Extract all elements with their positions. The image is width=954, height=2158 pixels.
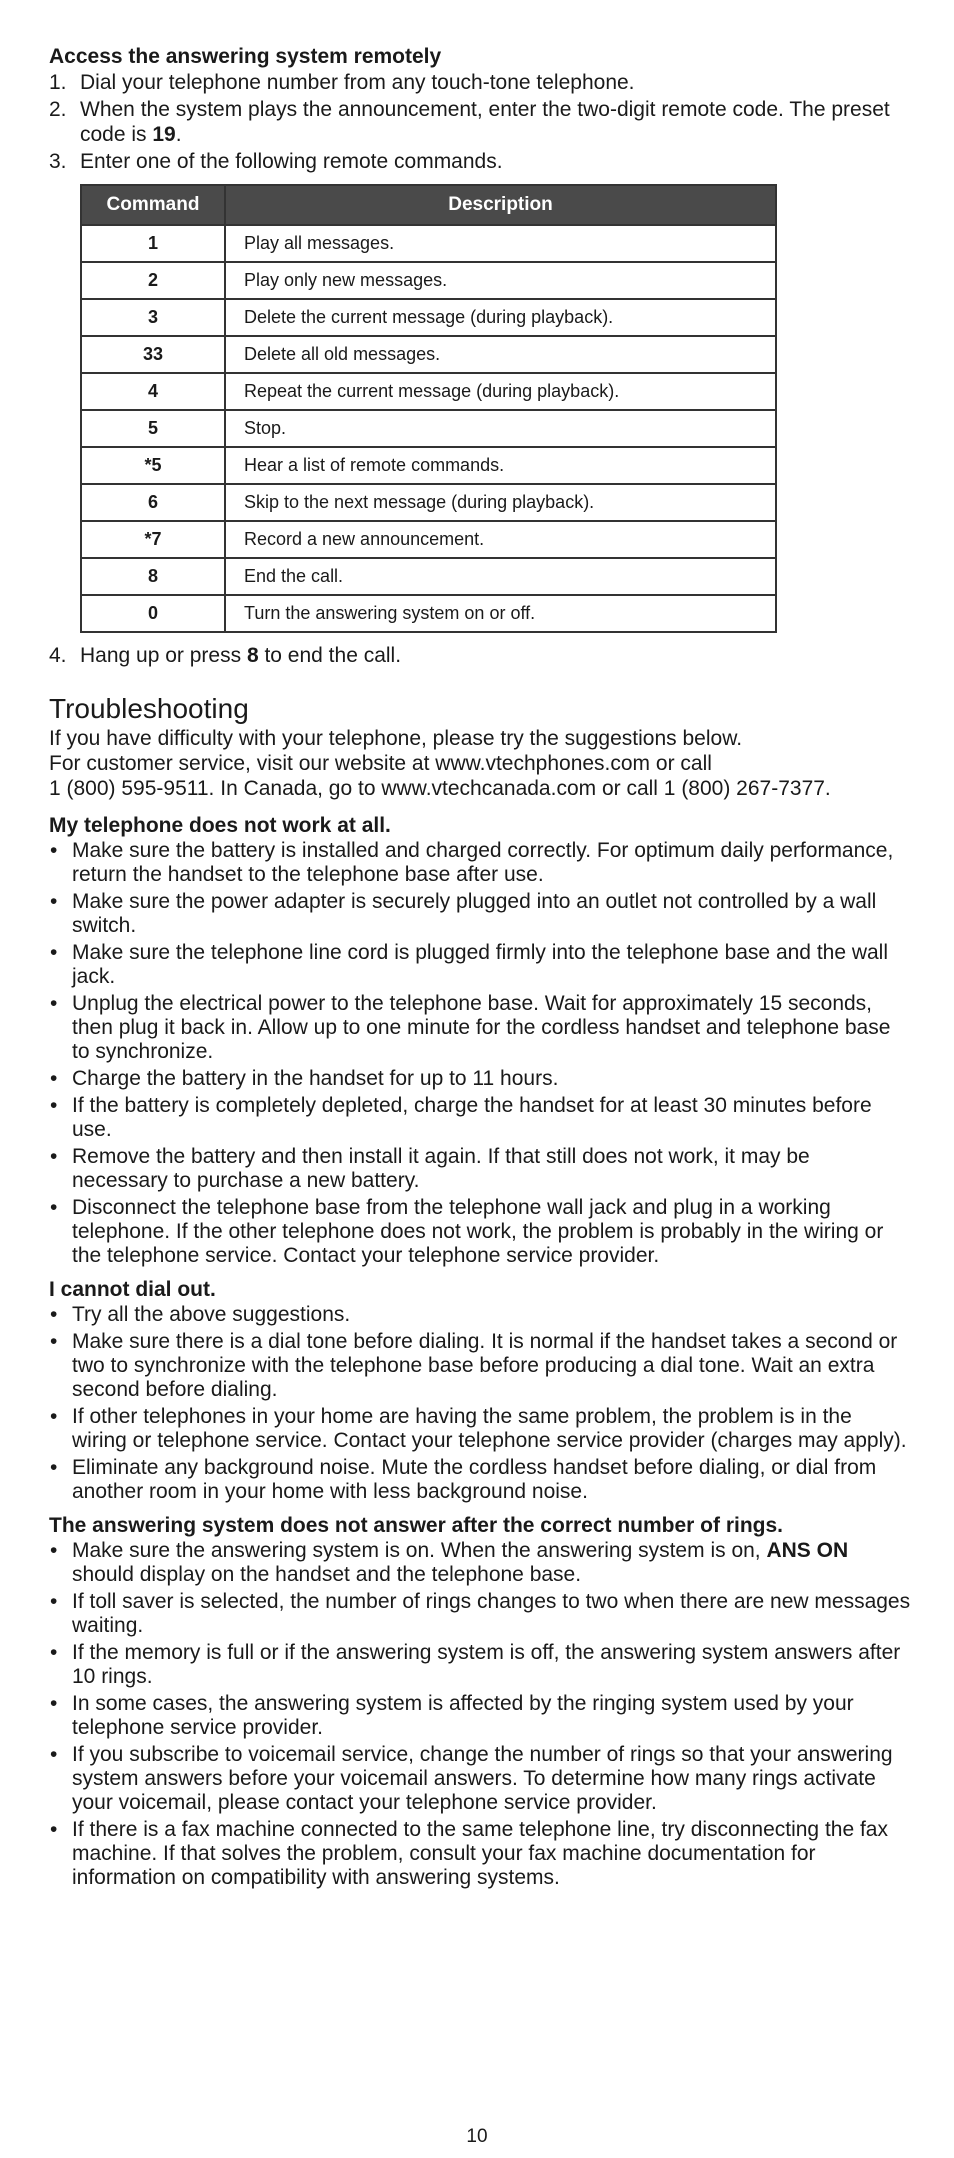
table-row: [81, 225, 776, 262]
list-item: • Charge the battery in the handset for up to 11 hours.: [49, 1067, 911, 1091]
list-item: • Remove the battery and then install it again. If that still does not work, it may be necessary to purchase a new battery.: [49, 1145, 911, 1193]
table-row: [81, 262, 776, 299]
table-row: [81, 410, 776, 447]
command-cell: 5: [81, 410, 225, 447]
list-item: • If the battery is completely depleted, charge the handset for at least 30 minutes before use.: [49, 1094, 911, 1142]
remote-commands-table: [80, 184, 777, 633]
command-cell: 4: [81, 373, 225, 410]
page-number: 10: [466, 2126, 488, 2147]
list-item: • Eliminate any background noise. Mute the cordless handset before dialing, or dial from another room in your home with less background noise.: [49, 1456, 911, 1504]
description-cell: End the call.: [225, 558, 776, 595]
troubleshooting-intro-2: For customer service, visit our website at www.vtechphones.com or call: [49, 752, 712, 775]
description-cell: Play only new messages.: [225, 262, 776, 299]
cannot-dial-list: [49, 1303, 911, 1504]
command-cell: 8: [81, 558, 225, 595]
list-item: • If the memory is full or if the answering system is off, the answering system answers after 10 rings.: [49, 1641, 911, 1689]
description-cell: Play all messages.: [225, 225, 776, 262]
remote-steps-continued: [49, 643, 911, 668]
table-row: [81, 373, 776, 410]
step-1: 1. Dial your telephone number from any touch-tone telephone.: [49, 71, 635, 94]
table-row: [81, 558, 776, 595]
table-row: [81, 484, 776, 521]
remote-steps: [49, 70, 911, 174]
ans-on-label: ANS ON: [766, 1539, 849, 1562]
description-cell: Hear a list of remote commands.: [225, 447, 776, 484]
command-cell: *5: [81, 447, 225, 484]
command-cell: 1: [81, 225, 225, 262]
description-cell: Stop.: [225, 410, 776, 447]
answering-list: [49, 1539, 911, 1890]
command-cell: *7: [81, 521, 225, 558]
command-cell: 3: [81, 299, 225, 336]
step-2: 2. When the system plays the announcement, enter the two-digit remote code. The preset code is 19.: [49, 98, 890, 146]
column-header-description: Description: [225, 185, 776, 225]
list-item: • Make sure the answering system is on. When the answering system is on, ANS ON should display on the handset and the telephone base.: [49, 1539, 911, 1587]
list-item: • If other telephones in your home are having the same problem, the problem is in the wiring or telephone service. Contact your telephone service provider (charges may apply).: [49, 1405, 911, 1453]
section-heading-answering: The answering system does not answer after the correct number of rings.: [49, 1514, 784, 1537]
list-item: • Make sure the power adapter is securely plugged into an outlet not controlled by a wall switch.: [49, 890, 911, 938]
description-cell: Turn the answering system on or off.: [225, 595, 776, 632]
command-cell: 6: [81, 484, 225, 521]
column-header-command: Command: [81, 185, 225, 225]
section-heading-cannot-dial: I cannot dial out.: [49, 1278, 216, 1301]
table-row: [81, 595, 776, 632]
troubleshooting-title: Troubleshooting: [49, 693, 249, 724]
troubleshooting-intro-3: 1 (800) 595-9511. In Canada, go to www.vtechcanada.com or call 1 (800) 267-7377.: [49, 777, 831, 800]
table-row: [81, 299, 776, 336]
list-item: • If toll saver is selected, the number of rings changes to two when there are new messages waiting.: [49, 1590, 911, 1638]
section-heading-not-working: My telephone does not work at all.: [49, 814, 391, 837]
list-item: • If you subscribe to voicemail service, change the number of rings so that your answering system answers before your voicemail answers. To determine how many rings activate your voicemail, please contact your telephone service provider.: [49, 1743, 911, 1815]
remote-access-heading: Access the answering system remotely: [49, 45, 442, 68]
description-cell: Delete all old messages.: [225, 336, 776, 373]
troubleshooting-intro-1: If you have difficulty with your telephone, please try the suggestions below.: [49, 727, 743, 750]
description-cell: Delete the current message (during playback).: [225, 299, 776, 336]
table-row: [81, 521, 776, 558]
end-call-key: 8: [246, 644, 259, 667]
description-cell: Record a new announcement.: [225, 521, 776, 558]
not-working-list: [49, 839, 911, 1268]
command-cell: 2: [81, 262, 225, 299]
list-item: • In some cases, the answering system is affected by the ringing system used by your telephone service provider.: [49, 1692, 911, 1740]
step-3: 3. Enter one of the following remote commands.: [49, 150, 503, 173]
list-item: • Make sure there is a dial tone before dialing. It is normal if the handset takes a second or two to synchronize with the telephone base before producing a dial tone. Wait an extra second before dialing.: [49, 1330, 911, 1402]
command-cell: 33: [81, 336, 225, 373]
list-item: • If there is a fax machine connected to the same telephone line, try disconnecting the fax machine. If that solves the problem, consult your fax machine documentation for information on compatibility with answering systems.: [49, 1818, 911, 1890]
list-item: • Make sure the telephone line cord is plugged firmly into the telephone base and the wall jack.: [49, 941, 911, 989]
table-row: [81, 336, 776, 373]
list-item: • Unplug the electrical power to the telephone base. Wait for approximately 15 seconds, then plug it back in. Allow up to one minute for the cordless handset and telephone base to synchronize.: [49, 992, 911, 1064]
description-cell: Skip to the next message (during playback).: [225, 484, 776, 521]
table-row: [81, 447, 776, 484]
step-4: 4. Hang up or press 8 to end the call.: [49, 644, 402, 667]
description-cell: Repeat the current message (during playback).: [225, 373, 776, 410]
manual-page: [49, 44, 911, 1893]
list-item: • Disconnect the telephone base from the telephone wall jack and plug in a working telephone. If the other telephone does not work, the problem is probably in the wiring or the telephone service. Contact your telephone service provider.: [49, 1196, 911, 1268]
command-cell: 0: [81, 595, 225, 632]
list-item: • Try all the above suggestions.: [49, 1303, 911, 1327]
table-header-row: [81, 185, 776, 225]
list-item: • Make sure the battery is installed and charged correctly. For optimum daily performance, return the handset to the telephone base after use.: [49, 839, 911, 887]
remote-code: 19: [152, 123, 176, 146]
